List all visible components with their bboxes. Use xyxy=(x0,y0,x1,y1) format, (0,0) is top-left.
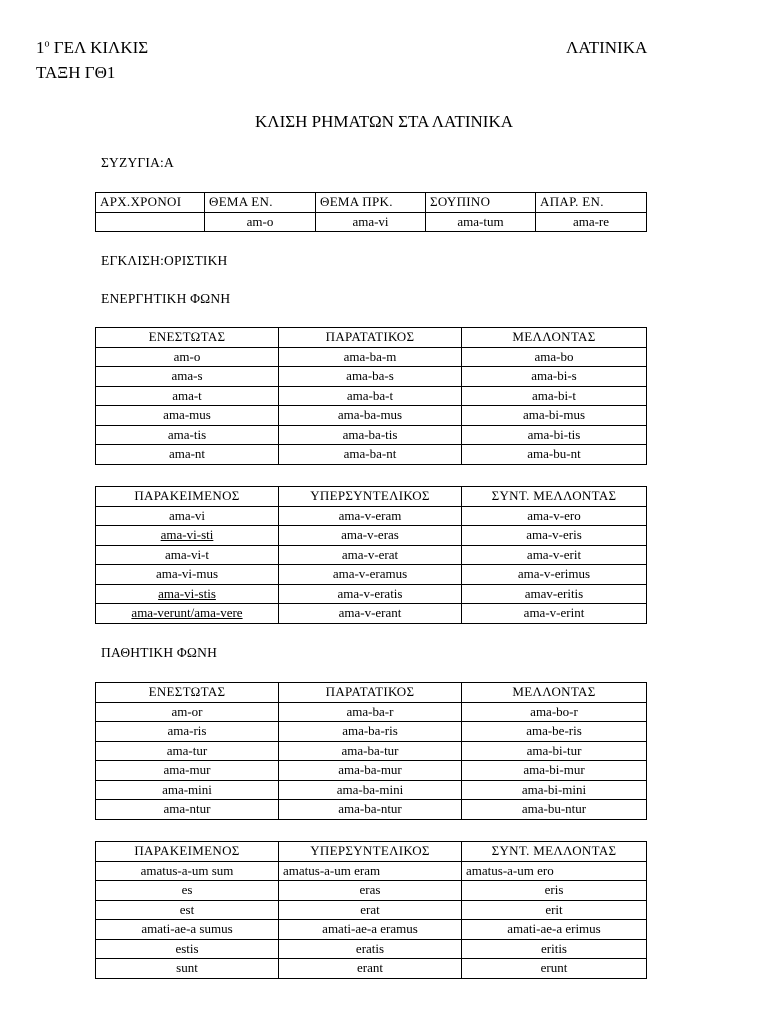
table-cell: ama-bi-tur xyxy=(462,741,647,761)
column-header: ΥΠΕΡΣΥΝΤΕΛΙΚΟΣ xyxy=(279,842,462,862)
table-cell: am-or xyxy=(96,702,279,722)
pp-value: ama-vi xyxy=(316,212,426,232)
column-header: ΕΝΕΣΤΩΤΑΣ xyxy=(96,683,279,703)
table-cell: eras xyxy=(279,881,462,901)
table-cell: ama-ba-t xyxy=(279,386,462,406)
table-cell: am-o xyxy=(96,347,279,367)
table-cell: ama-ba-mur xyxy=(279,761,462,781)
table-row xyxy=(96,702,647,722)
class-label: ΤΑΞΗ ΓΘ1 xyxy=(36,63,116,82)
column-header: ΠΑΡΑΚΕΙΜΕΝΟΣ xyxy=(96,842,279,862)
table-row xyxy=(96,881,647,901)
table-cell: ama-ba-ris xyxy=(279,722,462,742)
pp-header: ΑΠΑΡ. ΕΝ. xyxy=(536,193,647,213)
active-perfect-table xyxy=(95,486,647,624)
column-header: ΜΕΛΛΟΝΤΑΣ xyxy=(462,328,647,348)
table-cell: ama-ris xyxy=(96,722,279,742)
table-row xyxy=(96,800,647,820)
table-cell: ama-be-ris xyxy=(462,722,647,742)
table-cell: ama-tis xyxy=(96,425,279,445)
pp-value xyxy=(96,212,205,232)
table-cell: ama-v-erint xyxy=(462,604,647,624)
table-cell: ama-bi-tis xyxy=(462,425,647,445)
table-cell: ama-vi-stis xyxy=(96,584,279,604)
table-cell: ama-tur xyxy=(96,741,279,761)
table-cell: ama-bi-t xyxy=(462,386,647,406)
column-header: ΜΕΛΛΟΝΤΑΣ xyxy=(462,683,647,703)
column-header: ΠΑΡΑΚΕΙΜΕΝΟΣ xyxy=(96,487,279,507)
table-cell: ama-vi-t xyxy=(96,545,279,565)
table-cell: amatus-a-um sum xyxy=(96,861,279,881)
table-cell: eratis xyxy=(279,939,462,959)
table-cell: ama-ba-mus xyxy=(279,406,462,426)
table-cell: erant xyxy=(279,959,462,979)
table-cell: erit xyxy=(462,900,647,920)
table-cell: ama-verunt/ama-vere xyxy=(96,604,279,624)
subject-label: ΛΑΤΙΝΙΚΑ xyxy=(566,38,648,57)
table-cell: ama-ba-tur xyxy=(279,741,462,761)
table-row xyxy=(96,386,647,406)
table-row xyxy=(96,741,647,761)
passive-perfect-table xyxy=(95,841,647,979)
active-present-table xyxy=(95,327,647,465)
table-row xyxy=(96,604,647,624)
table-row xyxy=(96,506,647,526)
table-cell: ama-ba-mini xyxy=(279,780,462,800)
column-header: ΣΥΝΤ. ΜΕΛΛΟΝΤΑΣ xyxy=(462,487,647,507)
table-cell: ama-bi-s xyxy=(462,367,647,387)
table-cell: ama-v-eratis xyxy=(279,584,462,604)
table-row xyxy=(96,347,647,367)
table-cell: ama-ba-m xyxy=(279,347,462,367)
table-cell: ama-mus xyxy=(96,406,279,426)
table-row xyxy=(96,861,647,881)
table-cell: ama-vi xyxy=(96,506,279,526)
column-header: ΥΠΕΡΣΥΝΤΕΛΙΚΟΣ xyxy=(279,487,462,507)
table-row xyxy=(96,425,647,445)
table-row xyxy=(96,367,647,387)
table-row xyxy=(96,445,647,465)
table-row xyxy=(96,526,647,546)
table-cell: ama-bi-mini xyxy=(462,780,647,800)
table-cell: ama-s xyxy=(96,367,279,387)
table-cell: amati-ae-a sumus xyxy=(96,920,279,940)
table-cell: est xyxy=(96,900,279,920)
table-row xyxy=(96,920,647,940)
table-cell: ama-v-ero xyxy=(462,506,647,526)
table-cell: ama-t xyxy=(96,386,279,406)
table-cell: erat xyxy=(279,900,462,920)
table-cell: amatus-a-um ero xyxy=(462,861,647,881)
table-cell: ama-v-erit xyxy=(462,545,647,565)
table-cell: ama-ntur xyxy=(96,800,279,820)
principal-parts-table xyxy=(95,192,647,232)
table-cell: ama-bu-nt xyxy=(462,445,647,465)
table-cell: ama-v-eram xyxy=(279,506,462,526)
table-cell: ama-ba-nt xyxy=(279,445,462,465)
table-cell: ama-ba-tis xyxy=(279,425,462,445)
table-cell: ama-v-erat xyxy=(279,545,462,565)
table-cell: es xyxy=(96,881,279,901)
mood-label: ΕΓΚΛΙΣΗ:ΟΡΙΣΤΙΚΗ xyxy=(101,253,228,268)
table-cell: ama-bi-mur xyxy=(462,761,647,781)
pp-value: ama-re xyxy=(536,212,647,232)
table-cell: amati-ae-a erimus xyxy=(462,920,647,940)
table-row xyxy=(96,761,647,781)
school-name: $1^o$ ΓΕΛ ΚΙΛΚΙΣ xyxy=(36,38,149,57)
table-cell: ama-v-eramus xyxy=(279,565,462,585)
pp-header: ΣΟΥΠΙΝΟ xyxy=(426,193,536,213)
table-cell: ama-v-eras xyxy=(279,526,462,546)
page-title: ΚΛΙΣΗ ΡΗΜΑΤΩΝ ΣΤΑ ΛΑΤΙΝΙΚΑ xyxy=(254,112,514,131)
table-row xyxy=(96,722,647,742)
column-header: ΠΑΡΑΤΑΤΙΚΟΣ xyxy=(279,328,462,348)
table-cell: eritis xyxy=(462,939,647,959)
table-cell: amatus-a-um eram xyxy=(279,861,462,881)
table-cell: ama-vi-mus xyxy=(96,565,279,585)
table-cell: ama-v-eris xyxy=(462,526,647,546)
passive-voice-label: ΠΑΘΗΤΙΚΗ ΦΩΝΗ xyxy=(101,645,218,660)
column-header: ΠΑΡΑΤΑΤΙΚΟΣ xyxy=(279,683,462,703)
table-cell: ama-v-erimus xyxy=(462,565,647,585)
table-cell: amati-ae-a eramus xyxy=(279,920,462,940)
table-cell: ama-nt xyxy=(96,445,279,465)
table-cell: ama-bo-r xyxy=(462,702,647,722)
table-row xyxy=(96,565,647,585)
table-cell: eris xyxy=(462,881,647,901)
active-voice-label: ΕΝΕΡΓΗΤΙΚΗ ΦΩΝΗ xyxy=(101,291,231,306)
table-row xyxy=(96,406,647,426)
table-cell: ama-bu-ntur xyxy=(462,800,647,820)
passive-present-table xyxy=(95,682,647,820)
table-row xyxy=(96,939,647,959)
table-cell: ama-bi-mus xyxy=(462,406,647,426)
pp-header: ΑΡΧ.ΧΡΟΝΟΙ xyxy=(96,193,205,213)
table-cell: erunt xyxy=(462,959,647,979)
pp-header: ΘΕΜΑ ΠΡΚ. xyxy=(316,193,426,213)
pp-header: ΘΕΜΑ ΕΝ. xyxy=(205,193,316,213)
table-cell: ama-v-erant xyxy=(279,604,462,624)
conjugation-label: ΣΥΖΥΓΙΑ:Α xyxy=(101,155,174,170)
table-cell: amav-eritis xyxy=(462,584,647,604)
table-cell: ama-bo xyxy=(462,347,647,367)
table-cell: estis xyxy=(96,939,279,959)
table-row xyxy=(96,780,647,800)
table-row xyxy=(96,584,647,604)
column-header: ΕΝΕΣΤΩΤΑΣ xyxy=(96,328,279,348)
table-cell: ama-vi-sti xyxy=(96,526,279,546)
column-header: ΣΥΝΤ. ΜΕΛΛΟΝΤΑΣ xyxy=(462,842,647,862)
pp-value: am-o xyxy=(205,212,316,232)
table-row xyxy=(96,959,647,979)
table-row xyxy=(96,545,647,565)
table-row xyxy=(96,900,647,920)
table-cell: ama-mini xyxy=(96,780,279,800)
table-cell: ama-ba-s xyxy=(279,367,462,387)
table-cell: ama-ba-ntur xyxy=(279,800,462,820)
table-cell: ama-ba-r xyxy=(279,702,462,722)
pp-value: ama-tum xyxy=(426,212,536,232)
table-cell: sunt xyxy=(96,959,279,979)
table-cell: ama-mur xyxy=(96,761,279,781)
